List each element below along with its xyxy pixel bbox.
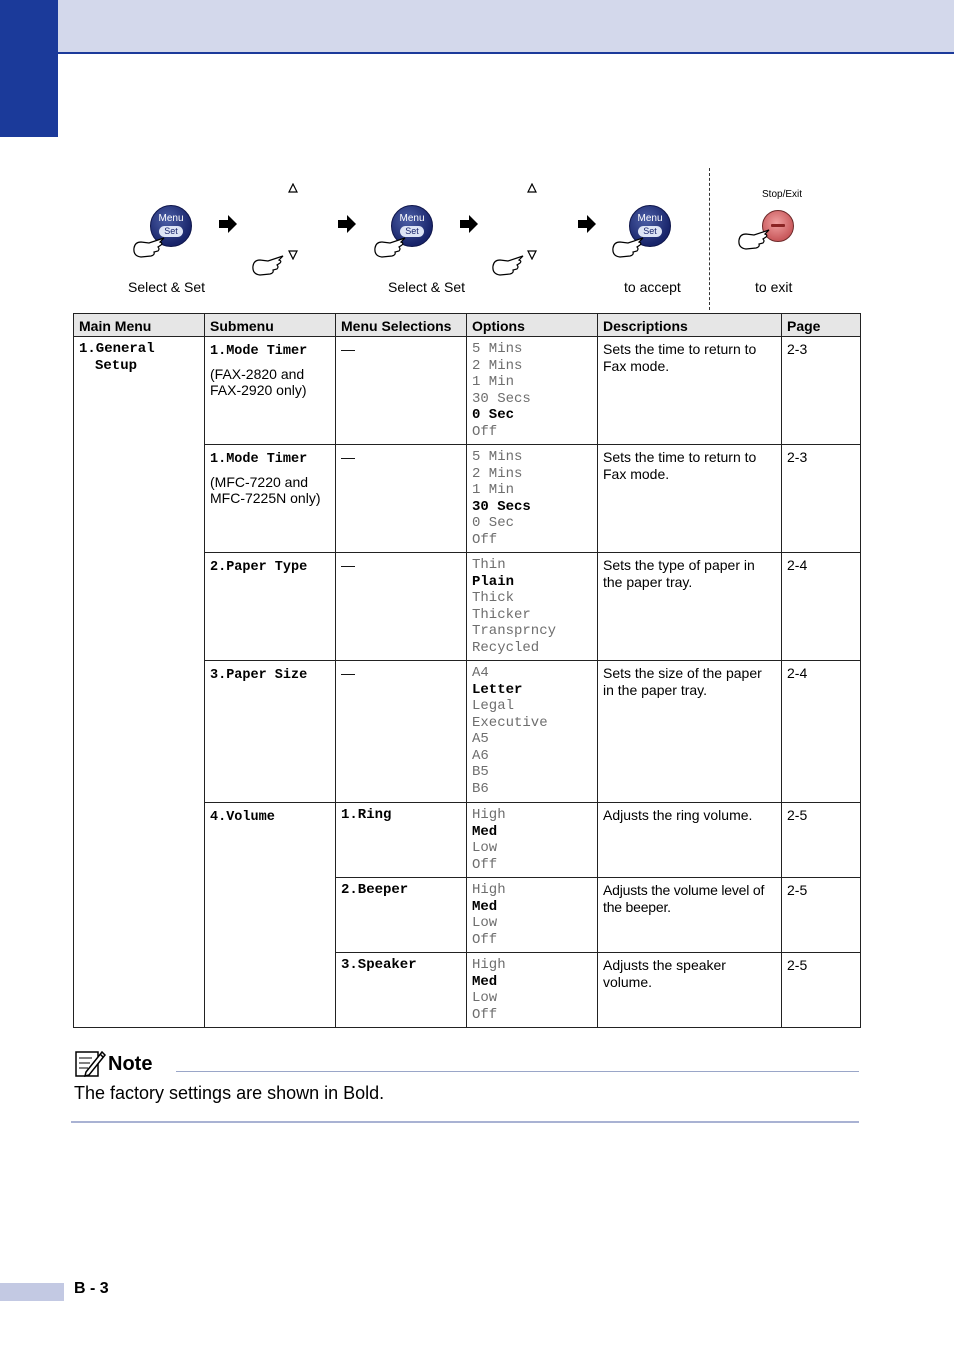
note-bottom-rule bbox=[71, 1121, 859, 1123]
option: High bbox=[472, 957, 506, 973]
divider-line bbox=[709, 168, 710, 310]
option: Executive bbox=[472, 714, 548, 731]
option: Off bbox=[472, 856, 498, 873]
right-arrow-icon bbox=[218, 214, 238, 234]
submenu-label: 3.Paper Size bbox=[210, 668, 308, 683]
option: 30 Secs bbox=[472, 390, 531, 407]
options-cell bbox=[467, 553, 598, 661]
right-arrow-icon bbox=[337, 214, 357, 234]
header-submenu: Submenu bbox=[205, 314, 336, 337]
submenu-label: 4.Volume bbox=[210, 810, 275, 825]
description-cell: Sets the type of paper in the paper tray. bbox=[598, 553, 782, 661]
submenu-cell bbox=[205, 337, 336, 445]
caption-select-set: Select & Set bbox=[388, 279, 466, 295]
stop-exit-label: Stop/Exit bbox=[762, 189, 803, 200]
caption-accept: to accept bbox=[624, 279, 681, 295]
hand-press-icon bbox=[610, 234, 644, 260]
option: A5 bbox=[472, 731, 489, 747]
note-title: Note bbox=[108, 1053, 153, 1075]
selection-cell: — bbox=[336, 553, 467, 661]
submenu-label: 2.Paper Type bbox=[210, 560, 308, 575]
hand-press-icon bbox=[250, 252, 284, 278]
selection-cell: — bbox=[336, 445, 467, 553]
set-label: Set bbox=[638, 226, 662, 237]
page-number: B - 3 bbox=[74, 1280, 109, 1297]
down-triangle-icon bbox=[288, 250, 298, 260]
submenu-cell bbox=[205, 803, 336, 1028]
menu-label: Menu bbox=[158, 213, 184, 224]
submenu-cell bbox=[205, 445, 336, 553]
option: Low bbox=[472, 840, 498, 856]
description-cell: Adjusts the ring volume. bbox=[598, 803, 782, 878]
page-cell: 2-4 bbox=[782, 553, 861, 661]
set-label: Set bbox=[159, 226, 183, 237]
description-cell: Adjusts the volume level of the beeper. bbox=[598, 878, 782, 953]
header-band bbox=[0, 0, 954, 54]
note-divider bbox=[176, 1071, 859, 1072]
page-cell: 2-5 bbox=[782, 953, 861, 1028]
header-menu-selections: Menu Selections bbox=[336, 314, 467, 337]
option: Low bbox=[472, 990, 498, 1006]
chapter-tab bbox=[0, 0, 58, 137]
submenu-label: 1.Mode Timer bbox=[210, 452, 308, 467]
up-triangle-icon bbox=[288, 183, 298, 193]
option: B6 bbox=[472, 780, 489, 797]
page-cell: 2-5 bbox=[782, 878, 861, 953]
menu-label: Menu bbox=[637, 213, 663, 224]
selection-cell: 1.Ring bbox=[336, 803, 467, 878]
options-cell bbox=[467, 445, 598, 553]
main-menu-label: 1.General Setup bbox=[79, 341, 155, 374]
selection-cell: — bbox=[336, 661, 467, 803]
option: High bbox=[472, 882, 506, 898]
submenu-note: (FAX-2820 and FAX-2920 only) bbox=[210, 365, 307, 399]
right-arrow-icon bbox=[577, 214, 597, 234]
menu-table bbox=[73, 313, 861, 1028]
down-triangle-icon bbox=[527, 250, 537, 260]
option: Legal bbox=[472, 698, 515, 714]
option: 1 Min bbox=[472, 482, 515, 498]
options-cell bbox=[467, 953, 598, 1028]
option: High bbox=[472, 807, 506, 823]
note-pencil-icon bbox=[74, 1048, 106, 1078]
option: Off bbox=[472, 423, 498, 440]
header-descriptions: Descriptions bbox=[598, 314, 782, 337]
option: Off bbox=[472, 931, 498, 948]
description-cell: Adjusts the speaker volume. bbox=[598, 953, 782, 1028]
page-cell: 2-5 bbox=[782, 803, 861, 878]
options-cell bbox=[467, 661, 598, 803]
header-page: Page bbox=[782, 314, 861, 337]
submenu-cell bbox=[205, 661, 336, 803]
option: B5 bbox=[472, 764, 489, 780]
caption-select-set: Select & Set bbox=[128, 279, 206, 295]
page-cell: 2-3 bbox=[782, 337, 861, 445]
page-cell: 2-3 bbox=[782, 445, 861, 553]
option: Thicker bbox=[472, 606, 531, 623]
table-row bbox=[74, 337, 861, 445]
option: Transprncy bbox=[472, 623, 557, 639]
options-cell bbox=[467, 337, 598, 445]
option: Low bbox=[472, 915, 498, 931]
option-default: 30 Secs bbox=[472, 498, 531, 515]
option-default: Plain bbox=[472, 573, 515, 590]
option: Thick bbox=[472, 590, 515, 606]
option-default: Letter bbox=[472, 681, 523, 698]
submenu-label: 1.Mode Timer bbox=[210, 344, 308, 359]
hand-press-icon bbox=[490, 252, 524, 278]
hand-press-icon bbox=[736, 226, 770, 252]
option-default: Med bbox=[472, 973, 498, 990]
option: 2 Mins bbox=[472, 465, 523, 482]
hand-press-icon bbox=[372, 234, 406, 260]
note-text: The factory settings are shown in Bold. bbox=[74, 1083, 385, 1103]
header-options: Options bbox=[467, 314, 598, 337]
option: A6 bbox=[472, 747, 489, 764]
option-default: Med bbox=[472, 823, 498, 840]
menu-label: Menu bbox=[399, 213, 425, 224]
selection-cell: 3.Speaker bbox=[336, 953, 467, 1028]
selection-cell: 2.Beeper bbox=[336, 878, 467, 953]
submenu-cell bbox=[205, 553, 336, 661]
option: Off bbox=[472, 1006, 498, 1023]
description-cell: Sets the size of the paper in the paper tray. bbox=[598, 661, 782, 803]
hand-press-icon bbox=[131, 234, 165, 260]
footer-band bbox=[0, 1283, 64, 1301]
main-menu-cell bbox=[74, 337, 205, 1028]
up-triangle-icon bbox=[527, 183, 537, 193]
option: Off bbox=[472, 531, 498, 548]
right-arrow-icon bbox=[459, 214, 479, 234]
option-default: 0 Sec bbox=[472, 407, 515, 423]
options-cell bbox=[467, 803, 598, 878]
option: 1 Min bbox=[472, 374, 515, 390]
option-default: Med bbox=[472, 898, 498, 915]
option: 5 Mins bbox=[472, 449, 523, 465]
option: Recycled bbox=[472, 639, 540, 656]
option: 5 Mins bbox=[472, 341, 523, 357]
option: 0 Sec bbox=[472, 515, 515, 531]
description-cell: Sets the time to return to Fax mode. bbox=[598, 445, 782, 553]
submenu-note: (MFC-7220 and MFC-7225N only) bbox=[210, 473, 321, 507]
option: A4 bbox=[472, 665, 489, 681]
set-label: Set bbox=[400, 226, 424, 237]
selection-cell: — bbox=[336, 337, 467, 445]
option: 2 Mins bbox=[472, 357, 523, 374]
options-cell bbox=[467, 878, 598, 953]
header-main-menu: Main Menu bbox=[74, 314, 205, 337]
table-header-row bbox=[74, 314, 861, 337]
description-cell: Sets the time to return to Fax mode. bbox=[598, 337, 782, 445]
option: Thin bbox=[472, 557, 506, 573]
page-cell: 2-4 bbox=[782, 661, 861, 803]
caption-exit: to exit bbox=[755, 279, 793, 295]
